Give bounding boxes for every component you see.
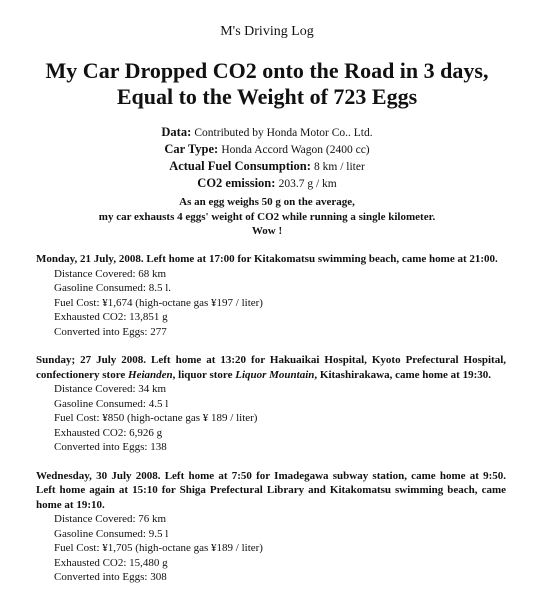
stat-gasoline: Gasoline Consumed: 4.5 l <box>54 397 169 410</box>
headline <box>0 58 534 110</box>
store-name: Heianden <box>128 368 173 381</box>
spec-value: 203.7 g / km <box>278 178 337 190</box>
spec-fuel-consumption: Actual Fuel Consumption: 8 km / liter <box>169 159 365 173</box>
headline-line-2: Equal to the Weight of 723 Eggs <box>116 84 418 109</box>
stat-eggs: Converted into Eggs: 138 <box>54 441 167 453</box>
entry-header <box>36 469 506 513</box>
spec-co2-emission: CO2 emission: 203.7 g / km <box>197 176 337 190</box>
log-entries <box>36 252 506 599</box>
log-entry-sunday <box>36 353 506 455</box>
summary-line-3: Wow ! <box>251 225 283 237</box>
stat-co2: Exhausted CO2: 13,851 g <box>54 311 168 323</box>
entry-header <box>36 252 506 267</box>
entry-header-text: Wednesday, 30 July 2008. Left home at 7:50 for Imadegawa subway station, came home at 9:50. Left home again at 15:10 for Shiga Prefectural Library and Kitakomatsu swimming beach, came home at 19:10. <box>36 469 506 511</box>
spec-value: Contributed by Honda Motor Co.. Ltd. <box>194 127 373 139</box>
spec-value: Honda Accord Wagon (2400 cc) <box>221 144 370 156</box>
stat-gasoline: Gasoline Consumed: 9.5 l <box>54 527 169 540</box>
spec-data: Data: Contributed by Honda Motor Co.. Ltd. <box>161 125 373 139</box>
entry-header-text: , Kitashirakawa, came home at 19:30. <box>314 368 491 381</box>
vehicle-specs <box>0 124 534 192</box>
stat-eggs: Converted into Eggs: 277 <box>54 325 167 338</box>
stat-co2: Exhausted CO2: 6,926 g <box>54 426 163 439</box>
stat-co2: Exhausted CO2: 15,480 g <box>54 556 168 569</box>
stat-gasoline: Gasoline Consumed: 8.5 l. <box>54 282 172 294</box>
entry-stats <box>36 267 506 340</box>
headline-line-1: My Car Dropped CO2 onto the Road in 3 days, <box>45 58 489 83</box>
summary-line-2: my car exhausts 4 eggs' weight of CO2 while running a single kilometer. <box>98 210 436 223</box>
stat-distance: Distance Covered: 76 km <box>54 513 167 525</box>
summary-line-1: As an egg weighs 50 g on the average, <box>179 196 355 208</box>
entry-header-text: Sunday; 27 July 2008. Left home at 13:20 for Hakuaikai Hospital, Kyoto Prefectural Hospital, confectionery store <box>36 354 506 381</box>
stat-fuel-cost: Fuel Cost: ¥1,674 (high-octane gas ¥197 / liter) <box>54 296 263 309</box>
spec-label: Car Type <box>164 142 215 156</box>
spec-label: Data <box>161 125 188 139</box>
egg-summary <box>0 195 534 239</box>
entry-header-text: , liquor store <box>172 368 236 381</box>
entry-stats <box>36 382 506 455</box>
store-name: Liquor Mountain <box>235 368 315 381</box>
spec-car-type: Car Type: Honda Accord Wagon (2400 cc) <box>164 142 370 156</box>
log-title: M's Driving Log <box>220 24 314 39</box>
stat-eggs: Converted into Eggs: 308 <box>54 571 167 583</box>
stat-fuel-cost: Fuel Cost: ¥1,705 (high-octane gas ¥189 / liter) <box>54 542 263 554</box>
entry-stats <box>36 512 506 585</box>
spec-label: CO2 emission <box>197 176 272 190</box>
log-entry-monday <box>36 252 506 339</box>
spec-value: 8 km / liter <box>314 161 365 173</box>
spec-label: Actual Fuel Consumption <box>169 159 307 173</box>
entry-header-text: Monday, 21 July, 2008. Left home at 17:00 for Kitakomatsu swimming beach, came home at 21:00. <box>36 253 498 265</box>
log-entry-wednesday <box>36 469 506 585</box>
entry-header <box>36 353 506 382</box>
stat-distance: Distance Covered: 68 km <box>54 267 167 280</box>
stat-fuel-cost: Fuel Cost: ¥850 (high-octane gas ¥ 189 / liter) <box>54 412 258 424</box>
stat-distance: Distance Covered: 34 km <box>54 383 167 395</box>
